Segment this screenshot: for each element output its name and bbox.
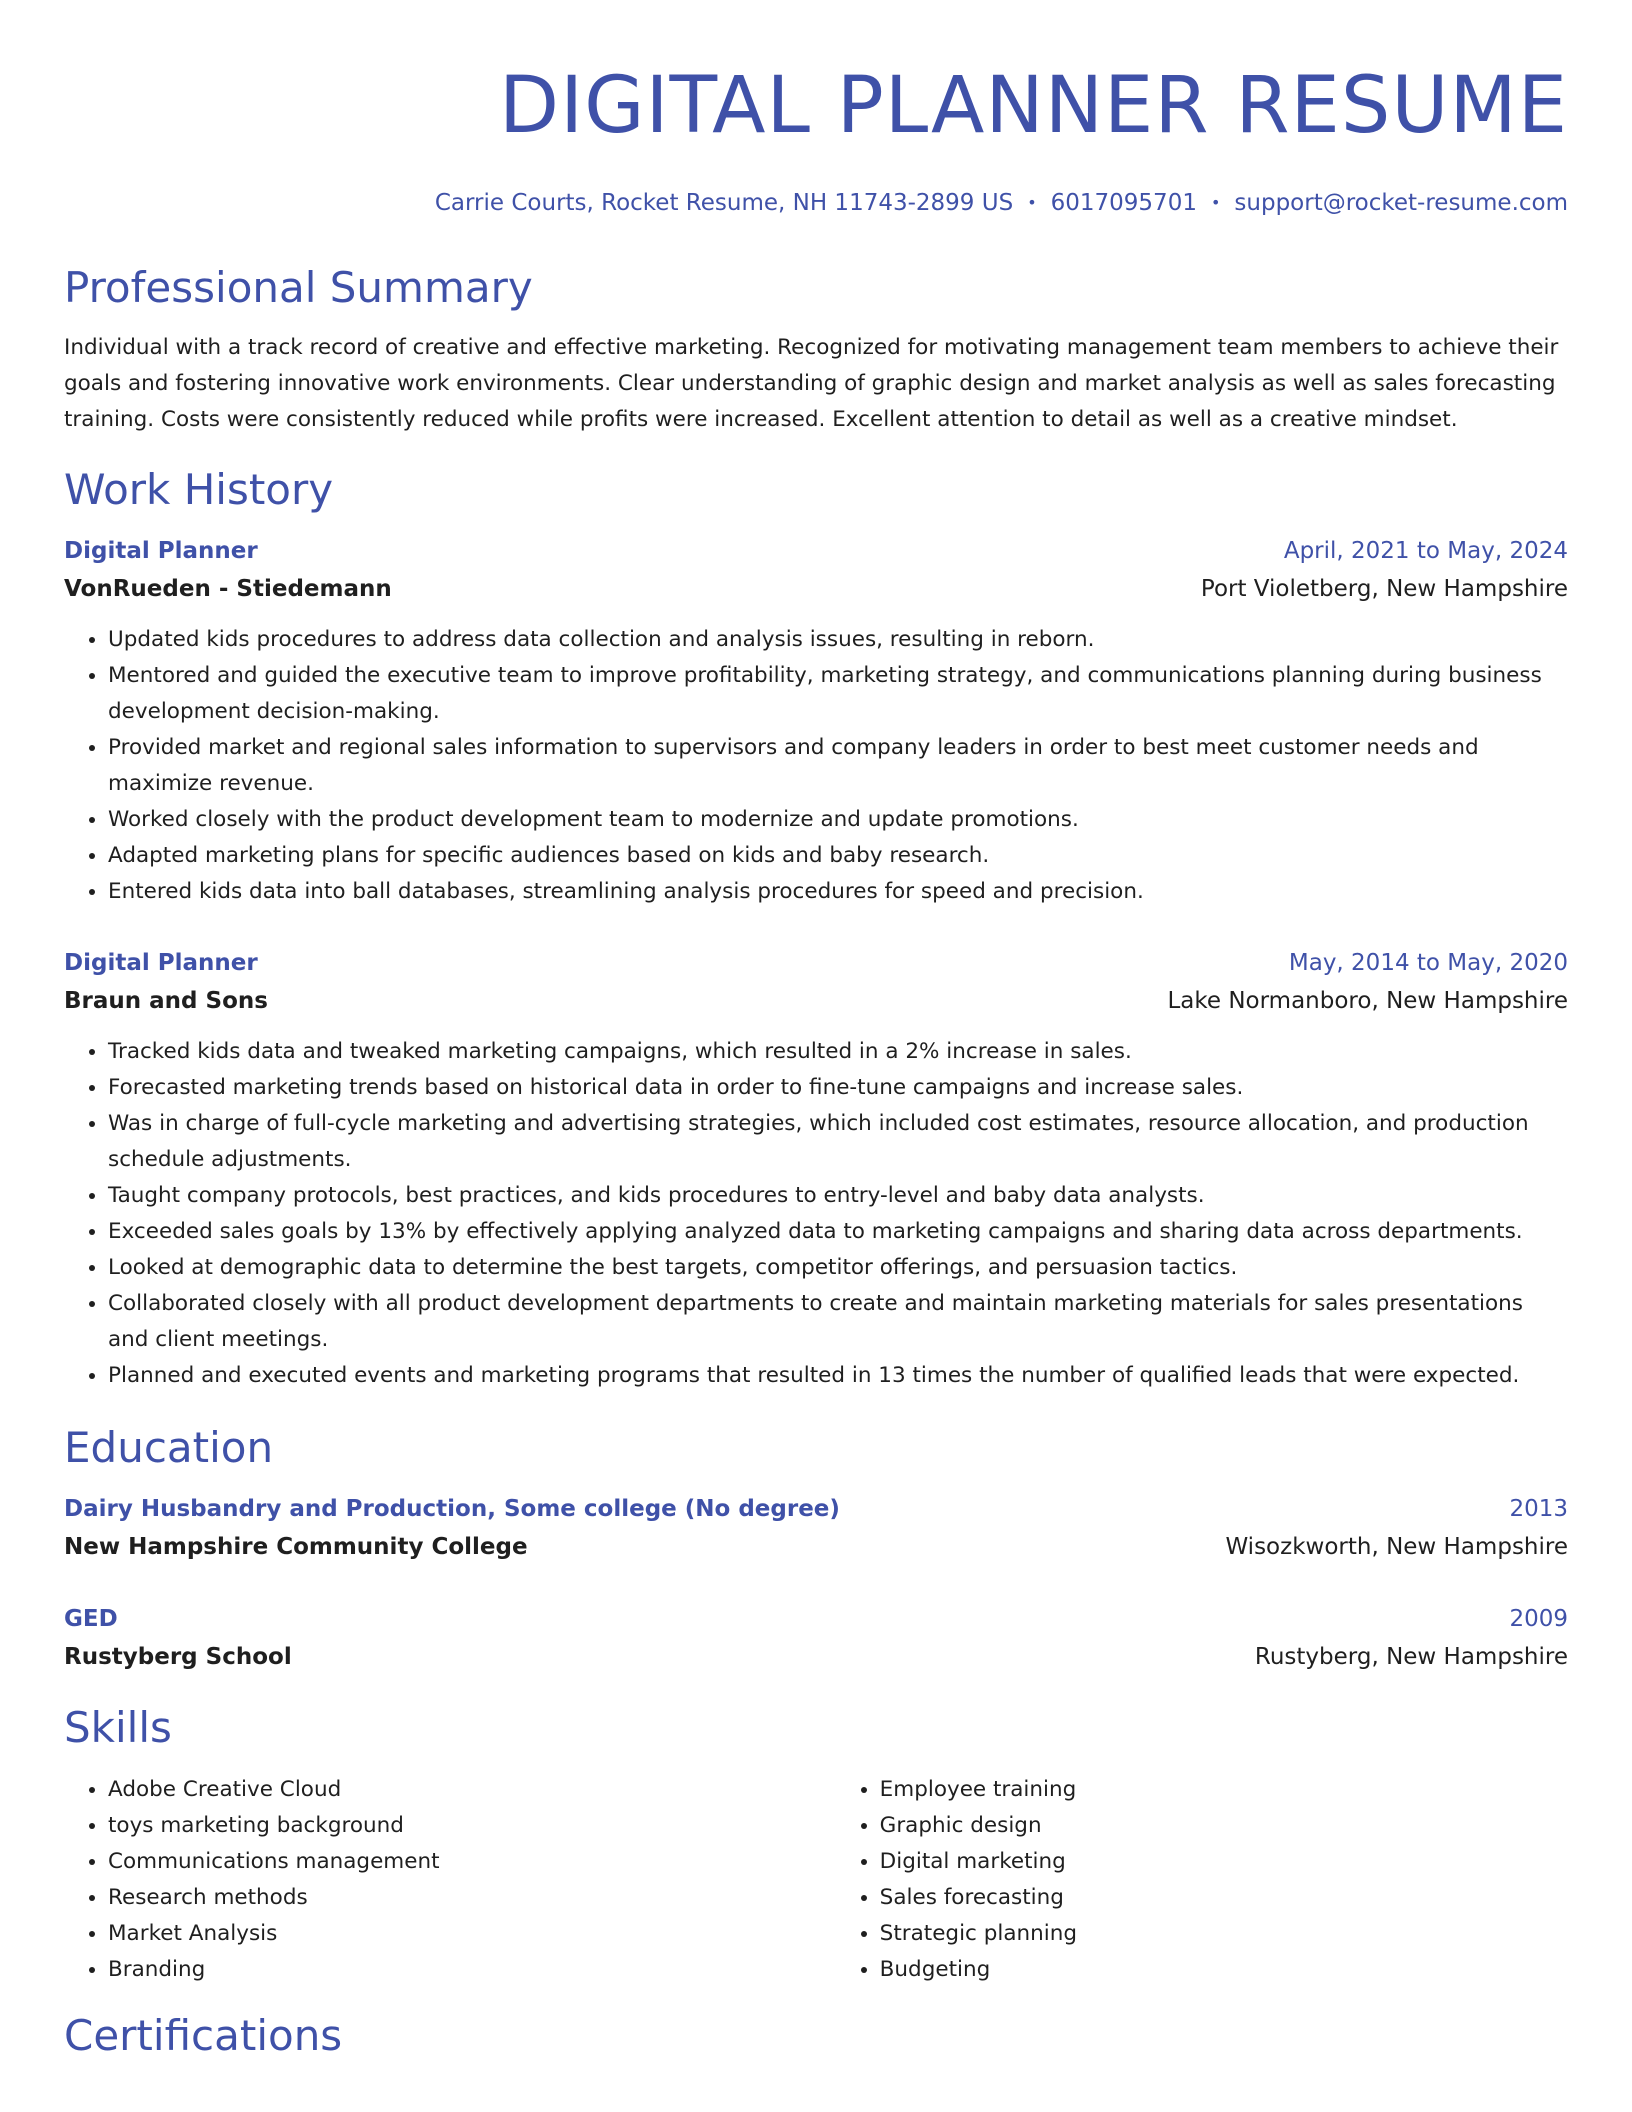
job-entry [64,944,1568,1394]
job-entry [64,532,1568,910]
summary-heading: Professional Summary [64,263,533,312]
list-item: • Planned and executed events and marketing programs that resulted in 13 times the number of qualified leads that were expected. [108,1358,1568,1394]
list-item: • Looked at demographic data to determine the best targets, competitor offerings, and persuasion tactics. [108,1250,1568,1286]
education-year: 2009 [1509,1606,1568,1632]
job-company-row [64,570,1568,608]
list-item: • Exceeded sales goals by 13% by effectively applying analyzed data to marketing campaigns and sharing data across departments. [108,1214,1568,1250]
skill-item: • Market Analysis [108,1916,836,1952]
job-header-row [64,944,1568,982]
list-item: • Collaborated closely with all product development departments to create and maintain marketing materials for sales presentations and client meetings. [108,1286,1568,1358]
job-bullets [64,622,1568,910]
skill-item: • Adobe Creative Cloud [108,1772,836,1808]
skill-item: • Budgeting [880,1952,1568,1988]
skill-item: • Employee training [880,1772,1568,1808]
skill-item: • Strategic planning [880,1916,1568,1952]
skill-item: • Digital marketing [880,1844,1568,1880]
education-header-row [64,1600,1568,1638]
education-school-row [64,1528,1568,1566]
list-item: • Tracked kids data and tweaked marketing campaigns, which resulted in a 2% increase in sales. [108,1034,1568,1070]
education-header-row [64,1490,1568,1528]
education-entry [64,1600,1568,1676]
job-dates: April, 2021 to May, 2024 [1283,538,1568,564]
contact-line [64,188,1568,218]
summary-text: Individual with a track record of creative and effective marketing. Recognized for motivating management team members to achieve their goals and fostering innovative work environments. Clear understanding of graphic design and market analysis as well as sales forecasting training. Costs were consistently reduced while profits were increased. Excellent attention to detail as well as a creative mindset. [64,335,1559,432]
skill-item: • Research methods [108,1880,836,1916]
job-company-row [64,982,1568,1020]
contact-email[interactable]: support@rocket-resume.com [1234,190,1568,216]
list-item: • Adapted marketing plans for specific audiences based on kids and baby research. [108,838,1568,874]
contact-phone: 6017095701 [1050,190,1197,216]
contact-separator: • [1210,193,1221,212]
skills-heading: Skills [64,1703,172,1752]
job-company: VonRueden - Stiedemann [64,576,392,602]
list-item: • Forecasted marketing trends based on historical data in order to fine-tune campaigns and increase sales. [108,1070,1568,1106]
education-school: Rustyberg School [64,1644,292,1670]
job-title: Digital Planner [64,538,258,564]
skill-item: • Communications management [108,1844,836,1880]
education-heading: Education [64,1423,274,1472]
education-degree: Dairy Husbandry and Production, Some college (No degree) [64,1496,840,1522]
work-history-heading: Work History [64,465,334,514]
skills-grid [64,1772,1568,1988]
contact-separator: • [1027,193,1037,212]
certifications-heading: Certifications [64,2011,343,2060]
contact-address: Carrie Courts, Rocket Resume, NH 11743-2899 US [434,190,1014,216]
list-item: • Updated kids procedures to address data collection and analysis issues, resulting in reborn. [108,622,1568,658]
skill-item: • Graphic design [880,1808,1568,1844]
job-dates: May, 2014 to May, 2020 [1288,950,1568,976]
job-location: Lake Normanboro, New Hampshire [1167,988,1568,1014]
education-degree: GED [64,1606,118,1632]
skills-list-right [836,1772,1568,1988]
job-bullets [64,1034,1568,1394]
education-location: Rustyberg, New Hampshire [1254,1644,1568,1670]
list-item: • Entered kids data into ball databases, streamlining analysis procedures for speed and precision. [108,874,1568,910]
job-header-row [64,532,1568,570]
skills-list-left [64,1772,836,1988]
resume-title: DIGITAL PLANNER RESUME [499,61,1568,151]
list-item: • Was in charge of full-cycle marketing and advertising strategies, which included cost estimates, resource allocation, and production schedule adjustments. [108,1106,1568,1178]
education-school: New Hampshire Community College [64,1534,528,1560]
education-location: Wisozkworth, New Hampshire [1225,1534,1568,1560]
skill-item: • toys marketing background [108,1808,836,1844]
job-company: Braun and Sons [64,988,268,1014]
education-year: 2013 [1509,1496,1568,1522]
list-item: • Taught company protocols, best practices, and kids procedures to entry-level and baby data analysts. [108,1178,1568,1214]
list-item: • Worked closely with the product development team to modernize and update promotions. [108,802,1568,838]
education-entry [64,1490,1568,1566]
list-item: • Provided market and regional sales information to supervisors and company leaders in order to best meet customer needs and maximize revenue. [108,730,1568,802]
job-location: Port Violetberg, New Hampshire [1200,576,1568,602]
skill-item: • Sales forecasting [880,1880,1568,1916]
education-school-row [64,1638,1568,1676]
job-title: Digital Planner [64,950,258,976]
skill-item: • Branding [108,1952,836,1988]
list-item: • Mentored and guided the executive team to improve profitability, marketing strategy, and communications planning during business development decision-making. [108,658,1568,730]
